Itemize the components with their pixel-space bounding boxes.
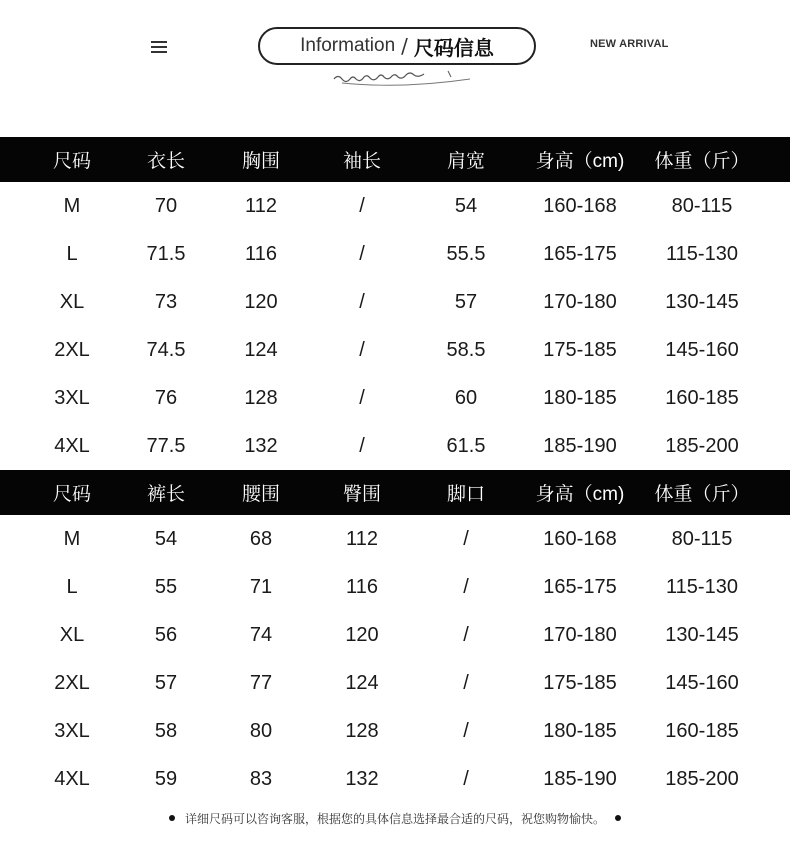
table-cell: 77 <box>249 671 273 694</box>
footer-note-bar <box>0 806 790 830</box>
table-cell: 180-185 <box>543 719 617 742</box>
table-cell: 115-130 <box>666 242 738 265</box>
table-row <box>0 611 790 659</box>
table-cell: 61.5 <box>446 434 486 457</box>
table-cell: 71 <box>249 575 273 598</box>
table-cell: / <box>359 338 365 361</box>
table-cell: 124 <box>345 671 379 694</box>
table-cell: 116 <box>346 575 378 598</box>
table-row <box>0 182 790 230</box>
table-cell: 80-115 <box>671 527 733 550</box>
header-cell: 身高（cm) <box>535 484 625 505</box>
table-cell: XL <box>59 623 85 646</box>
table-cell: 80 <box>249 719 273 742</box>
table-cell: 180-185 <box>543 386 617 409</box>
table-cell: / <box>463 767 469 790</box>
table-cell: 3XL <box>54 719 90 742</box>
table-cell: 74.5 <box>146 338 186 361</box>
menu-icon[interactable] <box>151 41 167 54</box>
table-cell: 112 <box>346 527 378 550</box>
table-row <box>0 515 790 563</box>
header-cell: 袖长 <box>342 151 382 172</box>
header-cell: 衣长 <box>146 151 186 172</box>
table-row <box>0 707 790 755</box>
table-cell: 128 <box>244 386 278 409</box>
header-cell: 体重（斤） <box>654 484 750 505</box>
table-cell: 170-180 <box>543 290 617 313</box>
table-cell: 70 <box>154 194 178 217</box>
table-row <box>0 563 790 611</box>
table-cell: 128 <box>345 719 379 742</box>
table-cell: M <box>63 527 81 550</box>
table-cell: / <box>359 290 365 313</box>
table-cell: 68 <box>249 527 273 550</box>
bottom-table-header <box>0 470 790 515</box>
table-cell: 2XL <box>54 338 90 361</box>
table-cell: 116 <box>245 242 277 265</box>
table-cell: 132 <box>244 434 278 457</box>
table-cell: 160-168 <box>543 527 617 550</box>
header-cell: 尺码 <box>52 484 92 505</box>
table-cell: 71.5 <box>146 242 186 265</box>
bottom-size-table <box>0 470 790 803</box>
top-size-table <box>0 137 790 470</box>
table-cell: 145-160 <box>665 338 739 361</box>
table-row <box>0 374 790 422</box>
table-cell: 4XL <box>54 434 90 457</box>
table-cell: 175-185 <box>543 671 617 694</box>
table-cell: 165-175 <box>543 575 617 598</box>
table-cell: 73 <box>154 290 178 313</box>
header-cell: 身高（cm) <box>535 151 625 172</box>
table-cell: 124 <box>244 338 278 361</box>
table-cell: 112 <box>245 194 277 217</box>
table-cell: / <box>359 434 365 457</box>
table-cell: 80-115 <box>671 194 733 217</box>
table-cell: 77.5 <box>146 434 186 457</box>
table-cell: / <box>463 575 469 598</box>
bullet-dot-icon <box>169 815 175 821</box>
table-cell: 145-160 <box>665 671 739 694</box>
table-cell: 165-175 <box>543 242 617 265</box>
header-cell: 体重（斤） <box>654 151 750 172</box>
table-cell: 74 <box>249 623 273 646</box>
table-cell: 160-185 <box>665 719 739 742</box>
table-cell: 185-190 <box>543 767 617 790</box>
table-row <box>0 230 790 278</box>
header-cell: 臀围 <box>342 484 382 505</box>
table-row <box>0 755 790 803</box>
table-cell: / <box>463 527 469 550</box>
table-cell: 59 <box>154 767 178 790</box>
table-cell: / <box>359 194 365 217</box>
new-arrival-label: NEW ARRIVAL <box>590 38 669 50</box>
table-cell: 58 <box>154 719 178 742</box>
table-row <box>0 278 790 326</box>
signature-flourish-icon <box>330 67 480 89</box>
table-cell: / <box>463 623 469 646</box>
table-cell: 160-168 <box>543 194 617 217</box>
table-cell: L <box>66 575 78 598</box>
table-cell: 57 <box>154 671 178 694</box>
title-badge <box>258 27 536 65</box>
title-chinese: 尺码信息 <box>413 35 494 60</box>
table-cell: 56 <box>154 623 178 646</box>
table-cell: 55 <box>154 575 178 598</box>
table-cell: 4XL <box>54 767 90 790</box>
header-cell: 腰围 <box>241 484 281 505</box>
table-cell: 60 <box>454 386 478 409</box>
table-cell: 160-185 <box>665 386 739 409</box>
table-cell: / <box>463 671 469 694</box>
table-cell: 130-145 <box>665 290 739 313</box>
table-cell: / <box>359 242 365 265</box>
header-cell: 胸围 <box>241 151 281 172</box>
header-cell: 尺码 <box>52 151 92 172</box>
table-cell: 54 <box>154 527 178 550</box>
table-cell: 2XL <box>54 671 90 694</box>
table-cell: M <box>63 194 81 217</box>
table-cell: 115-130 <box>666 575 738 598</box>
table-cell: 120 <box>345 623 379 646</box>
table-cell: 185-200 <box>665 434 739 457</box>
table-cell: 76 <box>154 386 178 409</box>
table-cell: 132 <box>345 767 379 790</box>
header-cell: 脚口 <box>446 484 486 505</box>
table-cell: 175-185 <box>543 338 617 361</box>
page-header <box>0 0 790 100</box>
table-cell: XL <box>59 290 85 313</box>
table-cell: 120 <box>244 290 278 313</box>
title-english: Information <box>300 35 396 56</box>
table-cell: / <box>359 386 365 409</box>
table-row <box>0 659 790 707</box>
table-cell: 55.5 <box>446 242 486 265</box>
table-cell: / <box>463 719 469 742</box>
table-cell: L <box>66 242 78 265</box>
table-cell: 130-145 <box>665 623 739 646</box>
table-row <box>0 422 790 470</box>
table-row <box>0 326 790 374</box>
table-cell: 3XL <box>54 386 90 409</box>
header-cell: 裤长 <box>146 484 186 505</box>
table-cell: 170-180 <box>543 623 617 646</box>
title-separator: / <box>401 34 408 58</box>
footer-note: 详细尺码可以咨询客服，根据您的具体信息选择最合适的尺码，祝您购物愉快。 <box>184 811 605 826</box>
header-cell: 肩宽 <box>446 151 486 172</box>
table-cell: 57 <box>454 290 478 313</box>
top-table-header <box>0 137 790 182</box>
table-cell: 83 <box>249 767 273 790</box>
table-cell: 58.5 <box>446 338 486 361</box>
table-cell: 185-190 <box>543 434 617 457</box>
bullet-dot-icon <box>615 815 621 821</box>
table-cell: 185-200 <box>665 767 739 790</box>
table-cell: 54 <box>454 194 478 217</box>
